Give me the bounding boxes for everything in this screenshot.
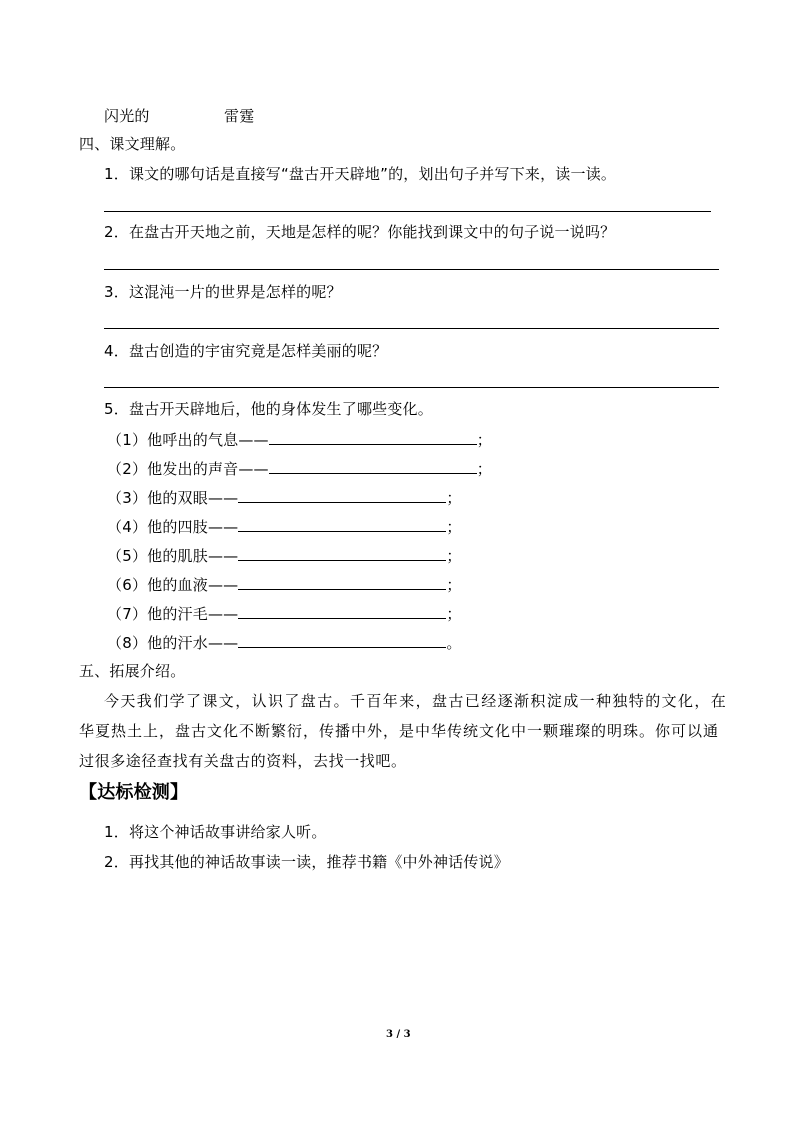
fill-blank[interactable] bbox=[269, 428, 477, 445]
item-label: （4）他的四肢—— bbox=[107, 518, 239, 536]
item-end: ； bbox=[446, 605, 462, 623]
fill-blank[interactable] bbox=[238, 602, 446, 619]
section-4-title: 四、课文理解。 bbox=[79, 135, 186, 153]
list-item bbox=[107, 544, 462, 566]
list-item bbox=[107, 486, 462, 508]
item-label: （5）他的肌肤—— bbox=[107, 547, 239, 565]
item-label: （3）他的双眼—— bbox=[107, 489, 239, 507]
item-end: ； bbox=[476, 431, 492, 449]
item-end: ； bbox=[446, 489, 462, 507]
item-label: （2）他发出的声音—— bbox=[107, 460, 269, 478]
list-item bbox=[107, 602, 462, 624]
paragraph-line-2: 华夏热土上，盘古文化不断繁衍，传播中外，是中华传统文化中一颗璀璨的明珠。你可以通 bbox=[79, 722, 720, 740]
check-item-2: 2．再找其他的神话故事读一读，推荐书籍《中外神话传说》 bbox=[104, 853, 509, 871]
list-item bbox=[107, 573, 462, 595]
item-end: ； bbox=[476, 460, 492, 478]
paragraph-line-3: 过很多途径查找有关盘古的资料，去找一找吧。 bbox=[79, 752, 407, 770]
vocab-word-left: 闪光的 bbox=[104, 107, 150, 125]
answer-line-2[interactable] bbox=[104, 269, 719, 270]
question-1: 1．课文的哪句话是直接写“盘古开天辟地”的，划出句子并写下来，读一读。 bbox=[104, 165, 617, 183]
paragraph-line-1: 今天我们学了课文，认识了盘古。千百年来，盘古已经逐渐积淀成一种独特的文化，在 bbox=[104, 692, 728, 710]
page-number: 3 / 3 bbox=[386, 1029, 411, 1040]
question-3: 3．这混沌一片的世界是怎样的呢？ bbox=[104, 283, 342, 301]
list-item bbox=[107, 631, 462, 653]
item-label: （6）他的血液—— bbox=[107, 576, 239, 594]
list-item bbox=[107, 428, 492, 450]
question-5: 5．盘古开天辟地后，他的身体发生了哪些变化。 bbox=[104, 400, 433, 418]
item-label: （1）他呼出的气息—— bbox=[107, 431, 269, 449]
fill-blank[interactable] bbox=[238, 515, 446, 532]
fill-blank[interactable] bbox=[238, 486, 446, 503]
list-item bbox=[107, 457, 492, 479]
vocab-word-right: 雷霆 bbox=[224, 107, 255, 125]
item-end: ； bbox=[446, 547, 462, 565]
item-label: （7）他的汗毛—— bbox=[107, 605, 239, 623]
item-end: 。 bbox=[446, 634, 462, 652]
fill-blank[interactable] bbox=[238, 573, 446, 590]
item-end: ； bbox=[446, 576, 462, 594]
list-item bbox=[107, 515, 462, 537]
item-label: （8）他的汗水—— bbox=[107, 634, 239, 652]
answer-line-3[interactable] bbox=[104, 328, 719, 329]
fill-blank[interactable] bbox=[238, 631, 446, 648]
item-end: ； bbox=[446, 518, 462, 536]
check-item-1: 1．将这个神话故事讲给家人听。 bbox=[104, 823, 327, 841]
fill-blank[interactable] bbox=[269, 457, 477, 474]
check-section-title: 【达标检测】 bbox=[79, 782, 189, 803]
fill-blank[interactable] bbox=[238, 544, 446, 561]
answer-line-1[interactable] bbox=[104, 211, 711, 212]
section-5-title: 五、拓展介绍。 bbox=[79, 662, 186, 680]
answer-line-4[interactable] bbox=[104, 387, 719, 388]
question-2: 2．在盘古开天地之前，天地是怎样的呢？你能找到课文中的句子说一说吗？ bbox=[104, 223, 616, 241]
question-4: 4．盘古创造的宇宙究竟是怎样美丽的呢？ bbox=[104, 342, 388, 360]
